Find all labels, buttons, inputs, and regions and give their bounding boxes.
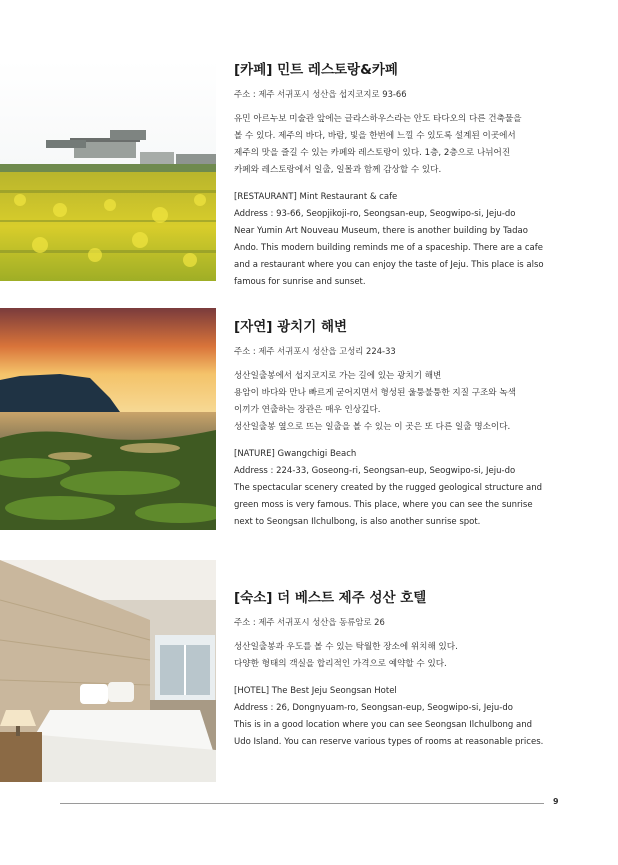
desc-en-line: Udo Island. You can reserve various types of rooms at reasonable prices. xyxy=(234,737,544,747)
desc-ko-line: 다양한 형태의 객실을 합리적인 가격으로 예약할 수 있다. xyxy=(234,659,447,669)
footer-divider xyxy=(60,803,544,804)
entry-label-en: [RESTAURANT] Mint Restaurant & cafe xyxy=(234,192,398,202)
desc-ko-line: 이끼가 연출하는 장관은 매우 인상깊다. xyxy=(234,405,381,415)
desc-ko-line: 카페와 레스토랑에서 일출, 일몰과 함께 감상할 수 있다. xyxy=(234,165,442,175)
photo-gwangchigi-beach xyxy=(0,308,216,530)
entry-label-en: [HOTEL] The Best Jeju Seongsan Hotel xyxy=(234,686,397,696)
desc-en-line: Address : 224-33, Goseong-ri, Seongsan-eup, Seogwipo-si, Jeju-do xyxy=(234,466,516,476)
entry-title: [카페] 민트 레스토랑&카페 xyxy=(234,62,398,78)
entry-description-en xyxy=(234,189,574,291)
entry-title: [숙소] 더 베스트 제주 성산 호텔 xyxy=(234,590,427,606)
desc-ko-line: 성산일출봉 옆으로 뜨는 일출을 볼 수 있는 이 곳은 또 다른 일출 명소이다. xyxy=(234,422,511,432)
desc-ko-line: 제주의 맛을 즐길 수 있는 카페와 레스토랑이 있다. 1층, 2층으로 나뉘어진 xyxy=(234,148,511,158)
desc-en-line: The spectacular scenery created by the rugged geological structure and xyxy=(234,483,542,493)
entry-label-en: [NATURE] Gwangchigi Beach xyxy=(234,449,357,459)
desc-ko-line: 용암이 바다와 만나 빠르게 굳어지면서 형성된 울퉁불퉁한 지질 구조와 녹색 xyxy=(234,388,516,398)
desc-en-line: next to Seongsan Ilchulbong, is also another sunrise spot. xyxy=(234,517,481,527)
desc-en-line: Near Yumin Art Nouveau Museum, there is another building by Tadao xyxy=(234,226,528,236)
photo-mint-restaurant xyxy=(0,60,216,281)
entry-title: [자연] 광치기 해변 xyxy=(234,319,348,335)
entry-gwangchigi-beach xyxy=(234,318,574,531)
entry-description-ko xyxy=(234,111,574,179)
desc-en-line: famous for sunrise and sunset. xyxy=(234,277,366,287)
photo-best-jeju-hotel xyxy=(0,560,216,782)
entry-address-ko: 주소 : 제주 서귀포시 성산읍 섭지코지로 93-66 xyxy=(234,89,407,99)
desc-en-line: This is in a good location where you can see Seongsan Ilchulbong and xyxy=(234,720,533,730)
entry-description-en xyxy=(234,683,574,751)
desc-en-line: Address : 93-66, Seopjikoji-ro, Seongsan-eup, Seogwipo-si, Jeju-do xyxy=(234,209,516,219)
desc-en-line: green moss is very famous. This place, where you can see the sunrise xyxy=(234,500,533,510)
desc-en-line: Address : 26, Dongnyuam-ro, Seongsan-eup, Seogwipo-si, Jeju-do xyxy=(234,703,513,713)
entry-mint-restaurant xyxy=(234,61,574,291)
page-number: 9 xyxy=(553,797,559,806)
desc-ko-line: 유민 아르누보 미술관 앞에는 글라스하우스라는 안도 타다오의 다른 건축물을 xyxy=(234,114,522,124)
entry-best-jeju-hotel xyxy=(234,589,574,751)
entry-description-ko xyxy=(234,639,574,673)
entry-description-en xyxy=(234,446,574,531)
desc-ko-line: 볼 수 있다. 제주의 바다, 바람, 빛을 한번에 느낄 수 있도록 설계된 이곳에서 xyxy=(234,131,516,141)
desc-ko-line: 성산일출봉에서 섭지코지로 가는 길에 있는 광치기 해변 xyxy=(234,371,442,381)
desc-en-line: Ando. This modern building reminds me of a spaceship. There are a cafe xyxy=(234,243,543,253)
desc-en-line: and a restaurant where you can enjoy the taste of Jeju. This place is also xyxy=(234,260,544,270)
entry-address-ko: 주소 : 제주 서귀포시 성산읍 동류암로 26 xyxy=(234,617,385,627)
entry-description-ko xyxy=(234,368,574,436)
entry-address-ko: 주소 : 제주 서귀포시 성산읍 고성리 224-33 xyxy=(234,346,396,356)
desc-ko-line: 성산일출봉과 우도를 볼 수 있는 탁월한 장소에 위치해 있다. xyxy=(234,642,458,652)
